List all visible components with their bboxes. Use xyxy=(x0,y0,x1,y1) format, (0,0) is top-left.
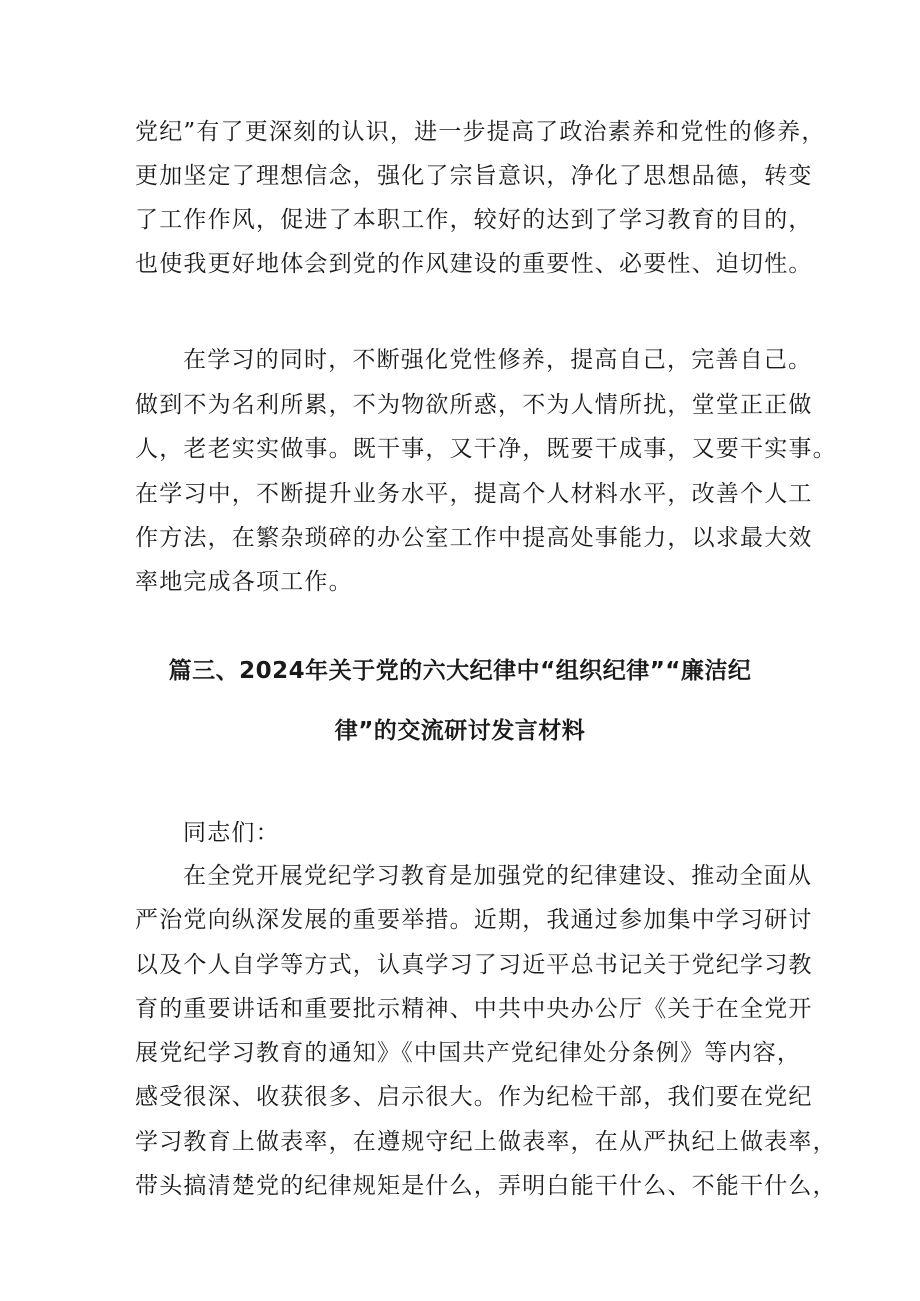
paragraph-line: 作方法，在繁杂琐碎的办公室工作中提高处事能力，以求最大效 xyxy=(135,525,813,551)
paragraph-line: 了工作作风，促进了本职工作，较好的达到了学习教育的目的， xyxy=(135,207,813,233)
paragraph-line: 展党纪学习教育的通知》《中国共产党纪律处分条例》等内容， xyxy=(135,1040,802,1066)
paragraph-line: 在全党开展党纪学习教育是加强党的纪律建设、推动全面从 xyxy=(183,863,813,889)
salutation: 同志们： xyxy=(183,820,280,846)
paragraph-line: 学习教育上做表率，在遵规守纪上做表率，在从严执纪上做表率， xyxy=(135,1129,837,1155)
paragraph-line: 育的重要讲话和重要批示精神、中共中央办公厅《关于在全党开 xyxy=(135,996,813,1022)
paragraph-line: 做到不为名利所累，不为物欲所惑，不为人情所扰，堂堂正正做 xyxy=(135,392,813,418)
paragraph-line: 以及个人自学等方式，认真学习了习近平总书记关于党纪学习教 xyxy=(135,952,813,978)
paragraph-line: 人，老老实实做事。既干事，又干净，既要干成事，又要干实事。 xyxy=(135,436,837,462)
section-heading-line-1: 篇三、2024年关于党的六大纪律中“组织纪律”“廉洁纪 xyxy=(168,658,752,684)
paragraph-line: 在学习的同时，不断强化党性修养，提高自己，完善自己。 xyxy=(183,347,813,373)
paragraph-line: 率地完成各项工作。 xyxy=(135,569,353,595)
paragraph-line: 党纪”有了更深刻的认识，进一步提高了政治素养和党性的修养， xyxy=(135,119,826,145)
paragraph-line: 带头搞清楚党的纪律规矩是什么，弄明白能干什么、不能干什么， xyxy=(135,1173,837,1199)
paragraph-line: 也使我更好地体会到党的作风建设的重要性、必要性、迫切性。 xyxy=(135,251,813,277)
paragraph-line: 在学习中，不断提升业务水平，提高个人材料水平，改善个人工 xyxy=(135,481,813,507)
paragraph-line: 感受很深、收获很多、启示很大。作为纪检干部，我们要在党纪 xyxy=(135,1084,813,1110)
paragraph-line: 更加坚定了理想信念，强化了宗旨意识，净化了思想品德，转变 xyxy=(135,163,813,189)
section-heading-line-2: 律”的交流研讨发言材料 xyxy=(334,718,586,744)
paragraph-line: 严治党向纵深发展的重要举措。近期，我通过参加集中学习研讨 xyxy=(135,907,813,933)
